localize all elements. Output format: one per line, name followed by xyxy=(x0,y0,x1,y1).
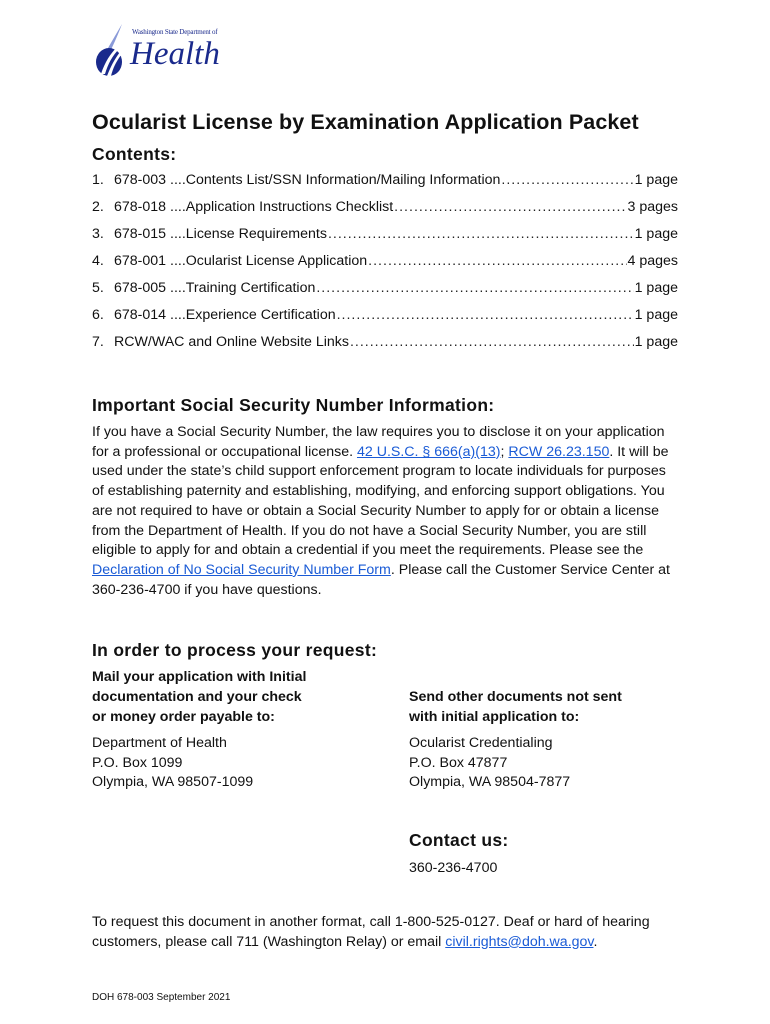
item-pages: 1 page xyxy=(634,334,678,350)
contents-item xyxy=(92,172,678,199)
item-pages: 1 page xyxy=(634,280,678,296)
contents-item xyxy=(92,307,678,334)
item-pages: 1 page xyxy=(634,307,678,323)
address-line: Ocularist Credentialing xyxy=(409,735,553,751)
dot-leader xyxy=(368,253,626,269)
item-title: RCW/WAC and Online Website Links xyxy=(114,334,349,350)
item-title: 678-003 ....Contents List/SSN Information/Mailing Information xyxy=(114,172,501,188)
doh-logo xyxy=(92,22,222,80)
dot-leader xyxy=(394,199,626,215)
ssn-heading: Important Social Security Number Information: xyxy=(92,395,495,415)
form-id-footer: DOH 678-003 September 2021 xyxy=(92,992,231,1003)
item-title: 678-014 ....Experience Certification xyxy=(114,307,336,323)
contents-item xyxy=(92,334,678,361)
dot-leader xyxy=(337,307,634,323)
contents-list xyxy=(92,172,678,361)
item-number: 5. xyxy=(92,280,104,296)
dot-leader xyxy=(328,226,634,242)
accessibility-text: . xyxy=(593,933,598,950)
other-documents-label xyxy=(409,687,622,727)
address-line: Olympia, WA 98507-1099 xyxy=(92,774,254,790)
label-line: or money order payable to: xyxy=(92,709,275,725)
accessibility-paragraph xyxy=(92,913,678,952)
logo-wordmark: Health xyxy=(130,36,220,72)
page-title: Ocularist License by Examination Application Packet xyxy=(92,110,639,134)
address-line: P.O. Box 47877 xyxy=(409,754,508,771)
usc-link[interactable]: 42 U.S.C. § 666(a)(13) xyxy=(356,443,501,460)
ssn-text: . It will be used under the state’s child support enforcement program to locate individuals for purposes of establishing paternity and establishing, modifying, and enforcing support obligations. You are not required to have or obtain a Social Security Number to apply for or obtain a license from the Department of Health. If you do not have a Social Security Number, you are still eligible to apply for and obtain a credential if you meet the requirements. Please see the xyxy=(92,443,669,559)
no-ssn-form-link[interactable]: Declaration of No Social Security Number Form xyxy=(92,561,391,578)
ssn-paragraph xyxy=(92,423,678,600)
contents-item xyxy=(92,253,678,280)
item-number: 7. xyxy=(92,334,104,350)
mail-instructions-label xyxy=(92,667,306,727)
dot-leader xyxy=(316,280,633,296)
credentialing-address xyxy=(409,734,570,793)
label-line: with initial application to: xyxy=(409,709,580,725)
logo-tagline: Washington State Department of xyxy=(132,28,218,36)
contact-heading: Contact us: xyxy=(409,830,509,850)
contact-phone: 360-236-4700 xyxy=(409,860,498,876)
address-line: Olympia, WA 98504-7877 xyxy=(409,774,571,790)
item-pages: 3 pages xyxy=(627,199,678,215)
item-number: 3. xyxy=(92,226,104,242)
ssn-text: . Please call the Customer Service Center at 360-236-4700 if you have questions. xyxy=(92,561,670,598)
item-pages: 1 page xyxy=(634,226,678,242)
address-line: P.O. Box 1099 xyxy=(92,754,183,771)
accessibility-text: To request this document in another format, call 1-800-525-0127. Deaf or hard of hearing customers, please call 711 (Washington Relay) or email xyxy=(92,914,650,950)
item-title: 678-005 ....Training Certification xyxy=(114,280,316,296)
mail-address xyxy=(92,734,253,793)
contents-heading: Contents: xyxy=(92,144,177,164)
dot-leader xyxy=(501,172,633,188)
contents-item xyxy=(92,226,678,253)
separator: ; xyxy=(500,443,509,460)
civil-rights-email-link[interactable]: civil.rights@doh.wa.gov xyxy=(445,933,594,950)
item-title: 678-015 ....License Requirements xyxy=(114,226,327,242)
item-title: 678-018 ....Application Instructions Checklist xyxy=(114,199,394,215)
item-number: 2. xyxy=(92,199,104,215)
item-pages: 4 pages xyxy=(627,253,678,269)
rcw-link[interactable]: RCW 26.23.150 xyxy=(508,443,610,460)
label-line: Send other documents not sent xyxy=(409,689,622,705)
label-line: documentation and your check xyxy=(92,689,302,705)
dot-leader xyxy=(350,334,634,350)
ssn-text: If you have a Social Security Number, the law requires you to disclose it on your application for a professional or occupational license. xyxy=(92,424,665,460)
contents-item xyxy=(92,199,678,226)
item-number: 1. xyxy=(92,172,104,188)
item-number: 4. xyxy=(92,253,104,269)
item-number: 6. xyxy=(92,307,104,323)
contents-item xyxy=(92,280,678,307)
address-line: Department of Health xyxy=(92,735,227,751)
label-line: Mail your application with Initial xyxy=(92,669,307,685)
item-pages: 1 page xyxy=(634,172,678,188)
process-heading: In order to process your request: xyxy=(92,640,378,660)
item-title: 678-001 ....Ocularist License Application xyxy=(114,253,368,269)
